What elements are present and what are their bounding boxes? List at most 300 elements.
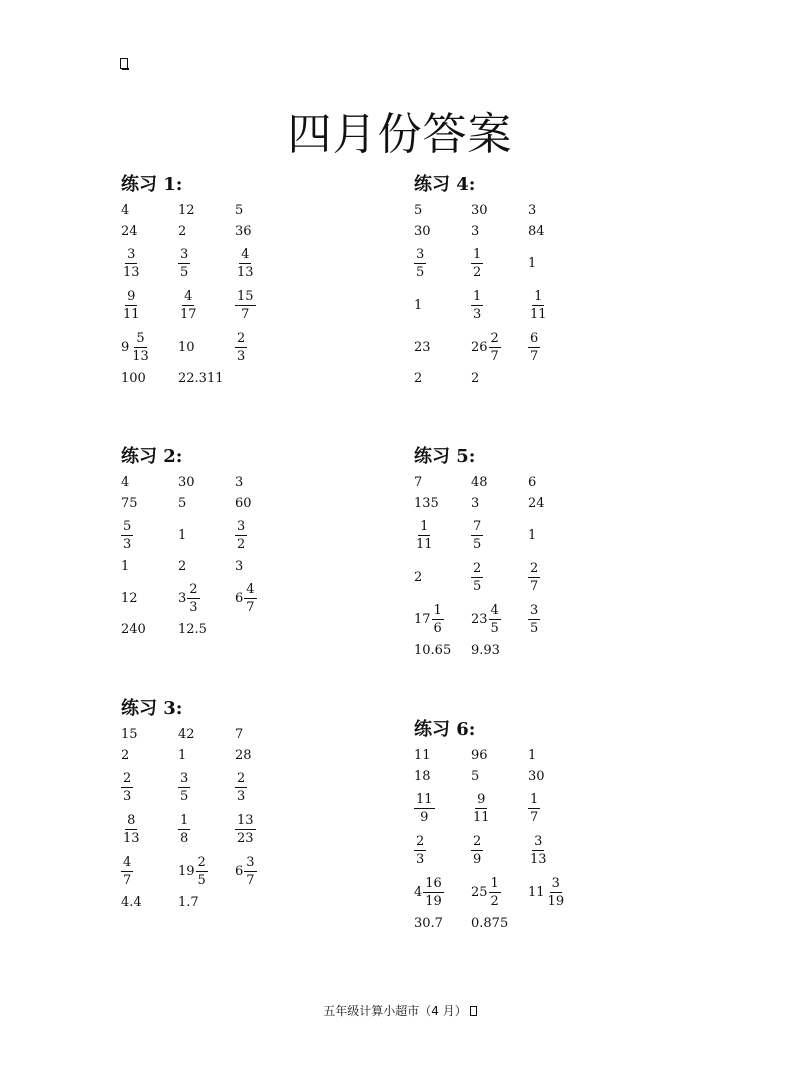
- answer-row: [414, 514, 654, 556]
- answer-cell: [121, 332, 178, 363]
- numerator: 1: [433, 602, 442, 618]
- numerator: 9: [127, 288, 136, 304]
- answer-cell: 5: [178, 496, 187, 511]
- answer-cell: [471, 793, 528, 824]
- denominator: 3: [237, 348, 246, 364]
- fraction: [235, 248, 256, 279]
- fraction: [121, 290, 142, 321]
- denominator: 5: [180, 264, 189, 280]
- denominator: 11: [123, 306, 140, 322]
- answer-cell: 1: [178, 527, 187, 543]
- denominator: 7: [530, 578, 539, 594]
- answer-row: [121, 472, 361, 493]
- numerator: 2: [473, 560, 482, 576]
- numerator: 1: [490, 875, 499, 891]
- answer-row: [121, 766, 361, 808]
- answer-cell: 7: [414, 475, 423, 490]
- answer-cell: 1: [528, 527, 537, 543]
- fraction: [471, 520, 483, 551]
- numerator: 2: [123, 770, 132, 786]
- answer-cell: 84: [528, 224, 545, 239]
- denominator: 13: [530, 851, 547, 867]
- answer-row: [414, 284, 654, 326]
- answer-grid: [414, 745, 654, 934]
- fraction: [423, 877, 444, 908]
- numerator: 3: [534, 833, 543, 849]
- numerator: 3: [127, 246, 136, 262]
- fraction: [471, 248, 483, 279]
- numerator: 5: [136, 330, 145, 346]
- denominator: 13: [132, 348, 149, 364]
- numerator: 2: [530, 560, 539, 576]
- fraction: [235, 814, 256, 845]
- denominator: 7: [530, 348, 539, 364]
- denominator: 7: [530, 809, 539, 825]
- answer-cell: [178, 814, 235, 845]
- denominator: 5: [473, 536, 482, 552]
- numerator: 1: [420, 518, 429, 534]
- exercise-4-section: [414, 170, 654, 389]
- answer-grid: [121, 724, 361, 913]
- numerator: 15: [237, 288, 254, 304]
- numerator: 2: [473, 833, 482, 849]
- answer-row: [414, 871, 654, 913]
- fraction: [235, 290, 256, 321]
- answer-cell: 240: [121, 622, 146, 637]
- numerator: 3: [180, 246, 189, 262]
- answer-cell: 28: [235, 748, 252, 763]
- answer-row: [121, 745, 361, 766]
- answer-cell: 60: [235, 496, 252, 511]
- answer-cell: [235, 332, 292, 363]
- fraction: [178, 248, 190, 279]
- answer-row: [414, 556, 654, 598]
- answer-cell: 2: [414, 371, 423, 386]
- denominator: 7: [241, 306, 250, 322]
- answer-cell: [528, 835, 585, 866]
- exercise-6-section: [414, 715, 654, 934]
- answer-cell: 4.4: [121, 895, 142, 910]
- paragraph-marker-icon: [120, 58, 128, 69]
- exercise-title: 练习 3:: [121, 698, 183, 719]
- answer-row: [121, 892, 361, 913]
- fraction: [121, 248, 142, 279]
- fraction: [528, 835, 549, 866]
- answer-cell: [121, 814, 178, 845]
- exercise-1-section: [121, 170, 361, 389]
- denominator: 5: [530, 620, 539, 636]
- answer-row: [414, 493, 654, 514]
- answer-cell: [121, 248, 178, 279]
- numerator: 3: [416, 246, 425, 262]
- answer-cell: [471, 290, 528, 321]
- answer-row: [414, 472, 654, 493]
- answer-cell: 135: [414, 496, 439, 511]
- whole-number: 4: [414, 884, 423, 900]
- whole-number: 9: [121, 339, 130, 355]
- denominator: 3: [473, 306, 482, 322]
- exercise-title: 练习 1:: [121, 174, 183, 195]
- answer-row: [414, 913, 654, 934]
- answer-row: [414, 640, 654, 661]
- answer-cell: [528, 793, 585, 824]
- answer-cell: [235, 814, 292, 845]
- denominator: 5: [473, 578, 482, 594]
- answer-cell: 15: [121, 727, 138, 742]
- answer-row: [121, 326, 361, 368]
- answer-cell: 96: [471, 748, 488, 763]
- fraction: [471, 793, 492, 824]
- answer-cell: 100: [121, 371, 146, 386]
- numerator: 1: [530, 791, 539, 807]
- answer-row: [414, 745, 654, 766]
- fraction: [432, 604, 444, 635]
- numerator: 3: [237, 518, 246, 534]
- fraction: [121, 814, 142, 845]
- fraction: [235, 772, 247, 803]
- answer-cell: 12.5: [178, 622, 207, 637]
- answer-row: [121, 493, 361, 514]
- answer-cell: [471, 604, 528, 635]
- answer-row: [121, 242, 361, 284]
- answer-cell: 1: [121, 559, 130, 574]
- numerator: 3: [246, 854, 255, 870]
- fraction: [235, 332, 247, 363]
- fraction: [244, 583, 256, 614]
- answer-cell: 5: [471, 769, 480, 784]
- denominator: 7: [123, 872, 132, 888]
- answer-cell: 1: [528, 748, 537, 763]
- answer-grid: [414, 472, 654, 661]
- numerator: 4: [246, 581, 255, 597]
- exercise-title: 练习 4:: [414, 174, 476, 195]
- answer-cell: 36: [235, 224, 252, 239]
- denominator: 17: [180, 306, 197, 322]
- numerator: 1: [180, 812, 189, 828]
- answer-cell: [471, 562, 528, 593]
- page-footer: [0, 1002, 800, 1019]
- answer-cell: [414, 520, 471, 551]
- whole-number: 6: [235, 590, 244, 606]
- page-title: 四月份答案: [287, 109, 513, 160]
- answer-cell: 3: [528, 203, 537, 218]
- fraction: [187, 583, 199, 614]
- numerator: 13: [237, 812, 254, 828]
- fraction: [178, 814, 190, 845]
- numerator: 2: [189, 581, 198, 597]
- denominator: 3: [189, 599, 198, 615]
- numerator: 2: [416, 833, 425, 849]
- answer-cell: [471, 332, 528, 363]
- answer-cell: 30: [528, 769, 545, 784]
- answer-row: [414, 368, 654, 389]
- answer-row: [414, 326, 654, 368]
- answer-cell: 30.7: [414, 916, 443, 931]
- denominator: 5: [490, 620, 499, 636]
- answer-cell: 3: [471, 224, 480, 239]
- answer-cell: 30: [178, 475, 195, 490]
- answer-row: [121, 577, 361, 619]
- answer-cell: 5: [235, 203, 244, 218]
- fraction: [471, 290, 483, 321]
- answer-cell: 3: [471, 496, 480, 511]
- denominator: 6: [433, 620, 442, 636]
- answer-row: [121, 724, 361, 745]
- answer-cell: [235, 583, 292, 614]
- answer-cell: [178, 290, 235, 321]
- answer-cell: [178, 856, 235, 887]
- answer-cell: [528, 562, 585, 593]
- answer-row: [121, 808, 361, 850]
- answer-row: [121, 619, 361, 640]
- answer-cell: 3: [235, 475, 244, 490]
- answer-cell: [121, 520, 178, 551]
- fraction: [528, 562, 540, 593]
- whole-number: 17: [414, 611, 431, 627]
- whole-number: 11: [528, 884, 545, 900]
- fraction: [414, 835, 426, 866]
- answer-cell: 9.93: [471, 643, 500, 658]
- denominator: 5: [416, 264, 425, 280]
- denominator: 2: [237, 536, 246, 552]
- numerator: 6: [530, 330, 539, 346]
- paragraph-marker-icon: [470, 1006, 477, 1016]
- answer-cell: 24: [528, 496, 545, 511]
- denominator: 2: [473, 264, 482, 280]
- whole-number: 23: [471, 611, 488, 627]
- denominator: 19: [425, 893, 442, 909]
- whole-number: 25: [471, 884, 488, 900]
- fraction: [244, 856, 256, 887]
- answer-grid: [414, 200, 654, 389]
- answer-cell: 23: [414, 339, 431, 355]
- denominator: 13: [123, 264, 140, 280]
- numerator: 8: [127, 812, 136, 828]
- whole-number: 19: [178, 863, 195, 879]
- answer-cell: [235, 248, 292, 279]
- answer-row: [121, 368, 361, 389]
- answer-cell: [235, 520, 292, 551]
- numerator: 7: [473, 518, 482, 534]
- answer-cell: [178, 583, 235, 614]
- answer-cell: [414, 248, 471, 279]
- fraction: [414, 520, 435, 551]
- answer-row: [414, 766, 654, 787]
- numerator: 3: [530, 602, 539, 618]
- numerator: 5: [123, 518, 132, 534]
- fraction: [414, 248, 426, 279]
- answer-cell: [235, 856, 292, 887]
- fraction: [235, 520, 247, 551]
- answer-cell: [121, 290, 178, 321]
- answer-cell: 2: [121, 748, 130, 763]
- denominator: 9: [473, 851, 482, 867]
- fraction: [196, 856, 208, 887]
- fraction: [489, 877, 501, 908]
- denominator: 11: [530, 306, 547, 322]
- answer-cell: 75: [121, 496, 138, 511]
- exercise-title: 练习 5:: [414, 446, 476, 467]
- answer-row: [121, 556, 361, 577]
- denominator: 2: [490, 893, 499, 909]
- fraction: [121, 772, 133, 803]
- answer-cell: 5: [414, 203, 423, 218]
- answer-cell: 2: [414, 569, 423, 585]
- numerator: 3: [180, 770, 189, 786]
- numerator: 2: [237, 770, 246, 786]
- answer-cell: [528, 877, 585, 908]
- answer-cell: [414, 793, 471, 824]
- answer-cell: 10: [178, 339, 195, 355]
- answer-cell: 10.65: [414, 643, 452, 658]
- answer-cell: [471, 248, 528, 279]
- fraction: [489, 604, 501, 635]
- answer-cell: 48: [471, 475, 488, 490]
- denominator: 7: [246, 599, 255, 615]
- answer-cell: 24: [121, 224, 138, 239]
- whole-number: 3: [178, 590, 187, 606]
- denominator: 3: [123, 536, 132, 552]
- denominator: 19: [547, 893, 565, 909]
- numerator: 4: [184, 288, 193, 304]
- fraction: [528, 332, 540, 363]
- denominator: 3: [123, 788, 132, 804]
- fraction: [178, 290, 199, 321]
- answer-cell: 0.875: [471, 916, 509, 931]
- numerator: 4: [490, 602, 499, 618]
- answer-cell: [528, 332, 585, 363]
- answer-cell: [235, 772, 292, 803]
- answer-cell: 30: [471, 203, 488, 218]
- answer-cell: [121, 856, 178, 887]
- answer-cell: 1.7: [178, 895, 199, 910]
- answer-cell: 2: [178, 224, 187, 239]
- fraction: [528, 604, 540, 635]
- answer-cell: 4: [121, 203, 130, 218]
- answer-cell: 12: [178, 203, 195, 218]
- answer-cell: 18: [414, 769, 431, 784]
- answer-row: [414, 221, 654, 242]
- denominator: 8: [180, 830, 189, 846]
- answer-cell: 1: [178, 748, 187, 763]
- denominator: 3: [237, 788, 246, 804]
- numerator: 2: [197, 854, 206, 870]
- answer-cell: 2: [471, 371, 480, 386]
- exercise-3-section: [121, 694, 361, 913]
- fraction: [471, 562, 483, 593]
- answer-row: [121, 850, 361, 892]
- answer-cell: [178, 772, 235, 803]
- numerator: 4: [241, 246, 250, 262]
- answer-cell: 1: [528, 255, 537, 271]
- fraction: [528, 290, 549, 321]
- answer-cell: [414, 604, 471, 635]
- denominator: 7: [246, 872, 255, 888]
- whole-number: 6: [235, 863, 244, 879]
- denominator: 13: [123, 830, 140, 846]
- denominator: 7: [490, 348, 499, 364]
- answer-row: [414, 787, 654, 829]
- answer-cell: 42: [178, 727, 195, 742]
- answer-row: [414, 242, 654, 284]
- denominator: 5: [180, 788, 189, 804]
- answer-cell: [414, 835, 471, 866]
- fraction: [130, 332, 151, 363]
- denominator: 11: [416, 536, 433, 552]
- fraction: [178, 772, 190, 803]
- answer-grid: [121, 472, 361, 640]
- answer-cell: [471, 835, 528, 866]
- answer-cell: 12: [121, 590, 138, 606]
- denominator: 9: [420, 809, 429, 825]
- exercise-5-section: [414, 442, 654, 661]
- answer-cell: [528, 290, 585, 321]
- fraction: [414, 793, 435, 824]
- answer-cell: 3: [235, 559, 244, 574]
- exercise-title: 练习 2:: [121, 446, 183, 467]
- fraction: [546, 877, 567, 908]
- answer-row: [121, 284, 361, 326]
- answer-cell: [471, 520, 528, 551]
- numerator: 16: [425, 875, 442, 891]
- numerator: 2: [237, 330, 246, 346]
- numerator: 2: [490, 330, 499, 346]
- denominator: 3: [416, 851, 425, 867]
- numerator: 1: [473, 246, 482, 262]
- answer-row: [414, 829, 654, 871]
- fraction: [471, 835, 483, 866]
- answer-cell: 4: [121, 475, 130, 490]
- answer-row: [414, 598, 654, 640]
- answer-cell: 2: [178, 559, 187, 574]
- denominator: 13: [237, 264, 254, 280]
- answer-cell: 11: [414, 748, 431, 763]
- exercise-title: 练习 6:: [414, 719, 476, 740]
- answer-cell: 6: [528, 475, 537, 490]
- answer-cell: [235, 290, 292, 321]
- answer-row: [121, 514, 361, 556]
- answer-row: [414, 200, 654, 221]
- numerator: 11: [416, 791, 433, 807]
- denominator: 5: [197, 872, 206, 888]
- fraction: [528, 793, 540, 824]
- answer-cell: [121, 772, 178, 803]
- answer-cell: 7: [235, 727, 244, 742]
- denominator: 11: [473, 809, 490, 825]
- whole-number: 26: [471, 339, 488, 355]
- answer-grid: [121, 200, 361, 389]
- answer-cell: 22.311: [178, 371, 224, 386]
- answer-cell: [528, 604, 585, 635]
- answer-row: [121, 200, 361, 221]
- answer-cell: [178, 248, 235, 279]
- numerator: 3: [551, 875, 560, 891]
- exercise-2-section: [121, 442, 361, 640]
- fraction: [121, 520, 133, 551]
- numerator: 9: [477, 791, 486, 807]
- numerator: 4: [123, 854, 132, 870]
- numerator: 1: [473, 288, 482, 304]
- footer-text: 五年级计算小超市（4 月）: [323, 1004, 467, 1018]
- answer-cell: [471, 877, 528, 908]
- answer-cell: 1: [414, 297, 423, 313]
- answer-row: [121, 221, 361, 242]
- numerator: 1: [534, 288, 543, 304]
- denominator: 23: [237, 830, 254, 846]
- fraction: [489, 332, 501, 363]
- answer-cell: 30: [414, 224, 431, 239]
- answer-cell: [414, 877, 471, 908]
